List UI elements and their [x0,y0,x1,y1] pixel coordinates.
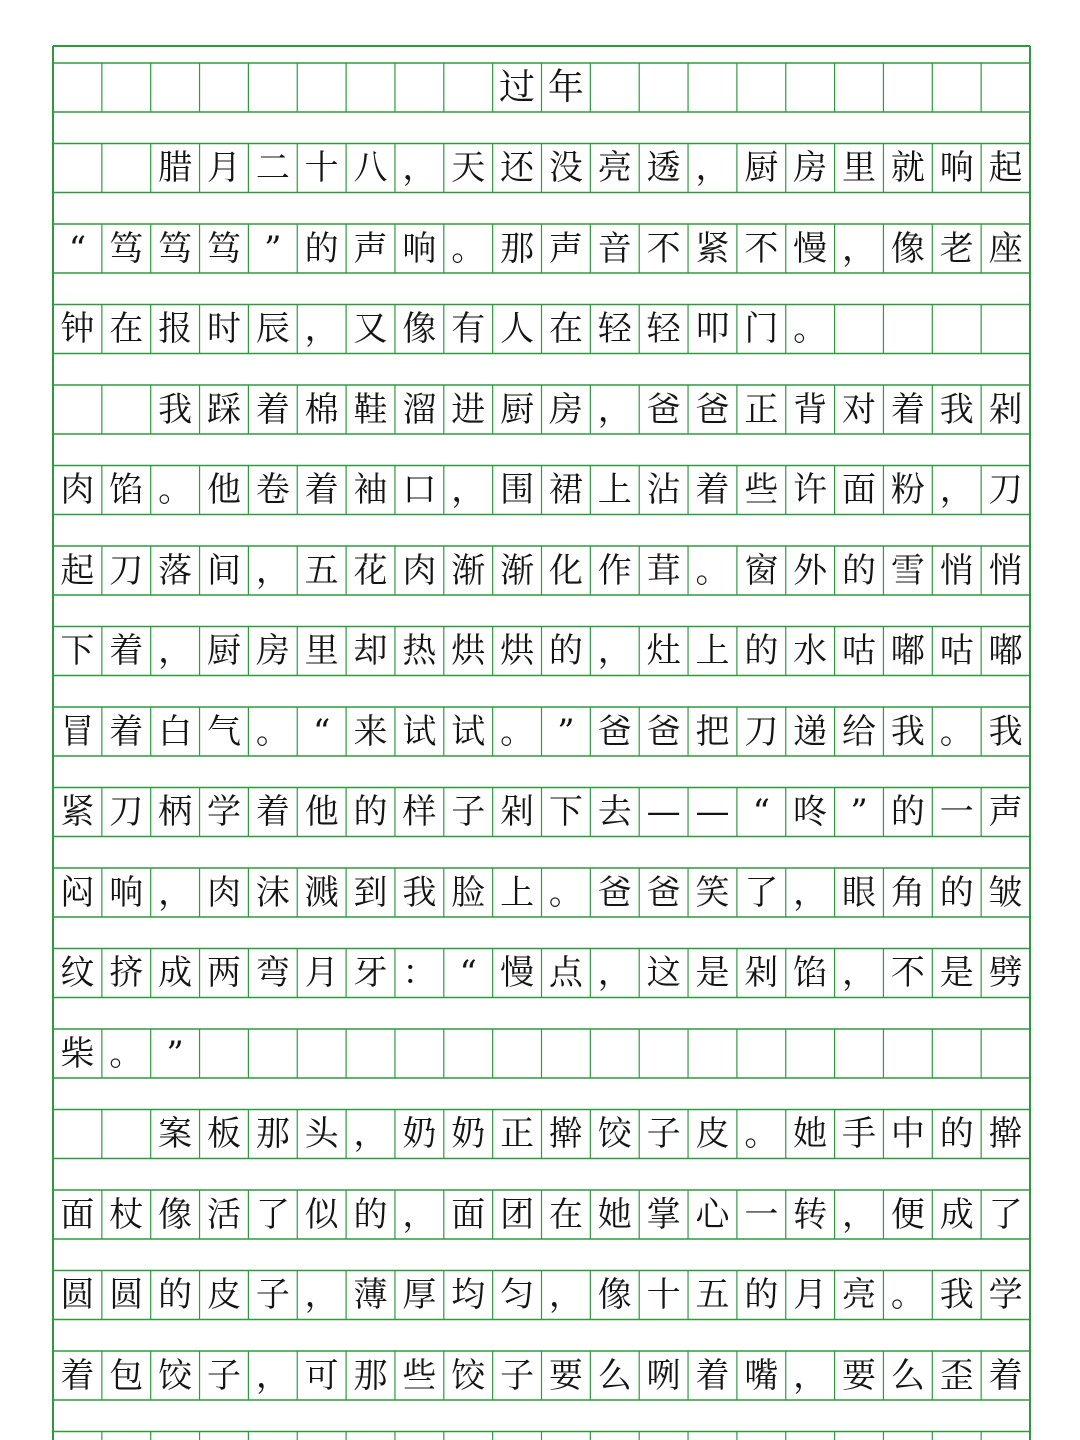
text-char: 钟 [60,309,95,349]
text-char: 着 [890,389,925,430]
text-char: 这 [646,953,681,993]
text-char: 是 [939,953,974,993]
text-char: 。 [451,228,486,269]
text-char: 着 [988,1355,1023,1396]
text-char: 那 [500,228,535,269]
text-char: 着 [60,1355,95,1396]
text-char: 他 [304,792,339,832]
text-char: 鞋 [353,389,388,430]
text-char: 饺 [597,1114,632,1154]
text-char: 闷 [60,872,95,913]
text-char: 化 [548,550,583,591]
text-char: 月 [793,1275,828,1315]
text-char: 起 [988,148,1023,188]
text-char: 像 [597,1275,632,1315]
text-char: 咚 [793,792,828,832]
text-char: 时 [206,309,241,349]
text-char: 皮 [695,1114,730,1154]
text-char: 脸 [451,872,486,913]
text-char: 板 [206,1114,241,1154]
text-char: 子 [646,1114,681,1154]
text-char: 我 [988,711,1023,752]
text-char: 上 [695,631,730,671]
text-char: ： [402,953,437,993]
text-char: 掌 [646,1194,681,1235]
text-char: 月 [304,953,339,993]
text-char: 爸 [646,872,681,913]
text-char: ， [597,631,632,671]
text-char: 弯 [255,953,290,993]
text-char: 起 [60,550,95,591]
text-char: 中 [890,1114,925,1154]
text-char: 下 [548,792,583,832]
text-char: ， [842,953,877,993]
text-char: ， [255,1355,290,1396]
text-char: 还 [500,148,535,188]
text-char: 的 [744,631,779,671]
text-char: 要 [548,1355,583,1396]
text-char: 是 [695,953,730,993]
text-char: 窗 [744,550,779,591]
text-char: 要 [842,1355,877,1396]
text-char: 渐 [500,550,535,591]
text-char: 试 [451,711,486,752]
text-char: 进 [451,389,486,430]
text-char: 不 [646,228,681,269]
text-char: 笃 [109,228,144,269]
text-char: 就 [890,148,925,188]
text-char: 轻 [646,309,681,349]
text-char: 的 [842,550,877,591]
text-char: 转 [793,1194,828,1235]
text-char: 厨 [500,389,535,430]
text-char: 有 [451,309,486,349]
text-char: ， [158,872,193,913]
text-char: 沾 [646,470,681,510]
text-char: 天 [451,148,486,188]
text-char: 房 [548,389,583,430]
text-char: 子 [500,1355,535,1396]
text-char: 手 [842,1114,877,1154]
text-char: 老 [939,228,974,269]
text-char: 嘟 [988,631,1023,671]
text-char: 。 [109,1033,144,1074]
text-char: 在 [548,309,583,349]
text-char: 着 [304,470,339,510]
text-char: ” [850,792,868,832]
text-char: 声 [353,228,388,269]
text-char: 腊 [158,148,193,188]
text-char: 眼 [842,872,877,913]
text-char: 皱 [988,872,1023,913]
text-char: 去 [597,792,632,832]
text-char: ， [304,1275,339,1315]
text-char: 像 [158,1194,193,1235]
text-char: 刀 [988,470,1023,510]
text-char: 么 [890,1355,925,1396]
text-char: 均 [451,1275,486,1315]
text-char: 给 [842,711,877,752]
text-char: 的 [939,1114,974,1154]
text-char: 正 [744,389,779,430]
text-char: ， [597,389,632,430]
text-char: 到 [353,872,388,913]
text-char: 薄 [353,1275,388,1315]
text-char: 人 [500,309,535,349]
text-char: 正 [500,1114,535,1154]
text-char: 了 [988,1194,1023,1235]
text-char: “ [459,953,477,993]
text-char: 奶 [402,1114,437,1154]
text-char: 么 [597,1355,632,1396]
text-char: 剁 [500,792,535,832]
text-char: 灶 [646,631,681,671]
text-char: 的 [744,1275,779,1315]
text-char: 子 [451,792,486,832]
text-char: 不 [744,228,779,269]
text-char: 面 [60,1194,95,1235]
text-char: 两 [206,953,241,993]
text-char: 可 [304,1355,339,1396]
text-char: 座 [988,228,1023,269]
text-char: ， [548,1275,583,1315]
text-char: 肉 [206,872,241,913]
text-char: 在 [548,1194,583,1235]
text-char: 气 [206,711,241,752]
text-char: 渐 [451,550,486,591]
text-char: 粉 [890,470,925,510]
text-char: 似 [304,1194,339,1235]
text-char: 轻 [597,309,632,349]
text-char: 音 [597,228,632,269]
text-char: ， [353,1114,388,1154]
text-char: 白 [158,711,193,752]
text-char: 她 [793,1114,828,1154]
text-char: 便 [890,1194,925,1235]
text-char: 对 [842,389,877,430]
text-char: 面 [842,470,877,510]
text-char: 厨 [744,148,779,188]
text-char: 茸 [646,550,681,591]
text-char: 刀 [109,792,144,832]
text-char: 口 [402,470,437,510]
text-char: 试 [402,711,437,752]
text-char: 爸 [597,872,632,913]
text-char: 一 [939,792,974,832]
text-char: 悄 [939,550,974,591]
text-char: 学 [206,792,241,832]
text-char: 牙 [353,953,388,993]
text-char: 冒 [60,711,95,752]
text-char: 包 [109,1355,144,1396]
text-char: 她 [597,1194,632,1235]
text-char: 我 [939,389,974,430]
text-char: 热 [402,631,437,671]
text-char: 头 [304,1114,339,1154]
text-char: 的 [890,792,925,832]
text-char: 辰 [255,309,290,349]
text-char: 着 [255,389,290,430]
text-char: 棉 [304,389,339,430]
text-char: 我 [890,711,925,752]
text-char: 里 [842,148,877,188]
text-char: — [695,792,730,832]
text-char: 馅 [793,953,828,993]
text-char: 面 [451,1194,486,1235]
text-char: 笃 [158,228,193,269]
text-char: ” [264,228,282,269]
text-char: 叩 [695,309,730,349]
text-char: 声 [988,792,1023,832]
text-char: 些 [402,1355,437,1396]
text-char: 子 [255,1275,290,1315]
text-char: 了 [255,1194,290,1235]
text-char: 匀 [500,1275,535,1315]
text-char: 悄 [988,550,1023,591]
text-char: 。 [793,309,828,349]
text-char: ， [793,872,828,913]
text-char: 案 [158,1114,193,1154]
text-char: 外 [793,550,828,591]
text-char: 像 [402,309,437,349]
text-char: 裙 [548,470,583,510]
text-char: 透 [646,148,681,188]
text-char: 着 [109,631,144,671]
text-char: 肉 [402,550,437,591]
text-char: 。 [939,711,974,752]
text-char: 歪 [939,1355,974,1396]
text-char: 嘟 [890,631,925,671]
text-char: 角 [890,872,925,913]
text-char: 没 [548,148,583,188]
text-char: 圆 [60,1275,95,1315]
text-char: 不 [890,953,925,993]
text-char: 踩 [206,389,241,430]
text-char: 擀 [548,1114,583,1154]
text-char: 咕 [939,631,974,671]
text-char: ， [695,148,730,188]
text-char: 爸 [695,389,730,430]
text-char: 爸 [646,711,681,752]
text-char: 作 [597,550,632,591]
text-char: 亮 [842,1275,877,1315]
text-char: ， [158,631,193,671]
text-char: ， [304,309,339,349]
text-char: 二 [255,148,290,188]
text-char: 杖 [109,1194,144,1235]
text-char: 响 [939,148,974,188]
text-char: 却 [353,631,388,671]
text-char: ， [842,1194,877,1235]
text-char: 咕 [842,631,877,671]
text-char: 房 [255,631,290,671]
text-char: 奶 [451,1114,486,1154]
text-char: 的 [548,631,583,671]
text-char: 着 [255,792,290,832]
text-char: 。 [548,872,583,913]
text-char: “ [312,711,331,752]
text-char: ， [597,953,632,993]
text-char: 爸 [646,389,681,430]
text-char: ， [842,228,877,269]
text-char: 。 [500,711,535,752]
text-char: 。 [890,1275,925,1315]
text-char: 饺 [158,1355,193,1396]
text-char: ” [557,711,575,752]
text-char: 团 [500,1194,535,1235]
text-char: 响 [109,872,144,913]
text-char: 一 [744,1194,779,1235]
text-char: 爸 [597,711,632,752]
text-char: 饺 [451,1355,486,1396]
text-char: 咧 [646,1355,681,1396]
text-char: 圆 [109,1275,144,1315]
text-char: 像 [890,228,925,269]
text-char: 肉 [60,470,95,510]
text-char: 袖 [353,470,388,510]
text-char: 房 [793,148,828,188]
text-char: 慢 [500,953,535,993]
text-char: 递 [793,711,828,752]
text-char: 来 [353,711,388,752]
text-char: 那 [353,1355,388,1396]
text-char: 我 [939,1275,974,1315]
text-char: 五 [695,1275,730,1315]
text-char: 声 [548,228,583,269]
text-char: ， [939,470,974,510]
text-char: 慢 [793,228,828,269]
text-char: 十 [646,1275,681,1315]
text-char: 成 [939,1194,974,1235]
text-char: 嘴 [744,1355,779,1396]
title-char: 年 [547,66,584,108]
text-char: 沫 [255,872,290,913]
text-char: 笃 [206,228,241,269]
text-char: 亮 [597,148,632,188]
text-char: 笑 [695,872,730,913]
text-char: 柄 [158,792,193,832]
text-char: “ [752,792,770,832]
text-char: 我 [402,872,437,913]
text-char: 水 [793,631,828,671]
text-char: 门 [744,309,779,349]
text-char: 样 [402,792,437,832]
text-char: 了 [744,872,779,913]
text-char: 上 [597,470,632,510]
text-char: 十 [304,148,339,188]
text-char: 纹 [60,953,95,993]
text-char: 溅 [304,872,339,913]
text-char: 烘 [500,631,535,671]
text-char: 溜 [402,389,437,430]
text-char: ， [793,1355,828,1396]
text-char: 擀 [988,1114,1023,1154]
text-char: ， [255,550,290,591]
text-char: 的 [158,1275,193,1315]
text-char: 下 [60,631,95,671]
text-char: 卷 [255,470,290,510]
text-char: 刀 [109,550,144,591]
text-char: ” [166,1033,184,1074]
text-char: 柴 [60,1033,95,1074]
text-char: 些 [744,470,779,510]
text-char: 那 [255,1114,290,1154]
text-char: 皮 [206,1275,241,1315]
text-char: 五 [304,550,339,591]
text-char: 又 [353,309,388,349]
text-char: 背 [793,389,828,430]
text-char: 厚 [402,1275,437,1315]
text-char: 子 [206,1355,241,1396]
text-char: 心 [695,1194,730,1235]
text-char: 剁 [744,953,779,993]
text-char: 紧 [695,228,730,269]
text-char: 着 [109,711,144,752]
text-char: 。 [255,711,290,752]
text-char: 落 [158,550,193,591]
text-char: 在 [109,309,144,349]
text-char: 劈 [988,953,1023,993]
text-char: 围 [500,470,535,510]
text-char: 着 [695,1355,730,1396]
text-char: 花 [353,550,388,591]
text-char: 。 [158,470,193,510]
text-char: 雪 [890,550,925,591]
text-char: 八 [353,148,388,188]
text-char: 把 [695,711,730,752]
text-char: 我 [158,389,193,430]
text-char: 剁 [988,389,1023,430]
text-char: 的 [353,792,388,832]
text-char: 紧 [60,792,95,832]
text-char: 烘 [451,631,486,671]
text-char: 厨 [206,631,241,671]
text-char: 上 [500,872,535,913]
text-char: ， [451,470,486,510]
text-char: ， [402,1194,437,1235]
text-char: 报 [158,309,193,349]
text-char: 学 [988,1275,1023,1315]
text-char: 活 [206,1194,241,1235]
text-char: 。 [695,550,730,591]
text-char: 成 [158,953,193,993]
text-char: ， [402,148,437,188]
text-char: 挤 [109,953,144,993]
text-char: 馅 [109,470,144,510]
title-char: 过 [499,66,536,108]
text-char: 里 [304,631,339,671]
text-char: 响 [402,228,437,269]
text-char: 刀 [744,711,779,752]
text-char: 的 [353,1194,388,1235]
text-char: 间 [206,550,241,591]
text-char: 着 [695,470,730,510]
text-char: — [646,792,681,832]
text-char: 的 [304,228,339,269]
text-char: 月 [206,148,241,188]
text-char: 。 [744,1114,779,1154]
text-char: 许 [793,470,828,510]
text-char: 他 [206,470,241,510]
text-char: 的 [939,872,974,913]
text-char: “ [68,228,87,269]
text-char: 点 [548,953,583,993]
